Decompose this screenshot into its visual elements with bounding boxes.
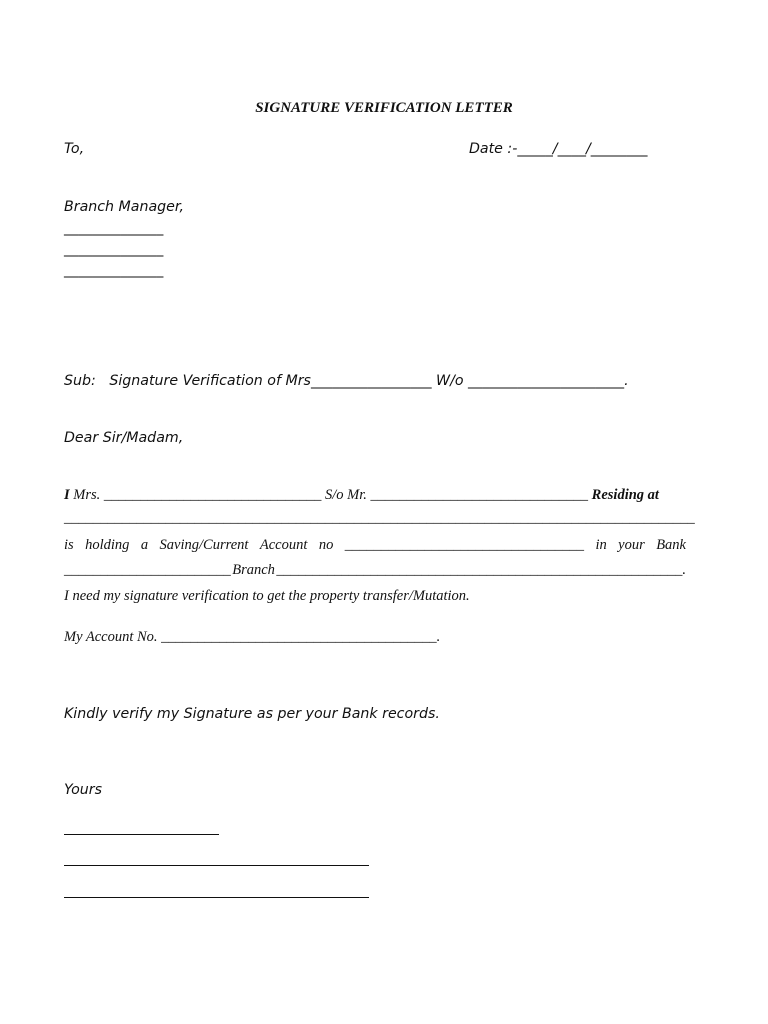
- residing-at-label: Residing at: [591, 487, 659, 503]
- word: Saving/Current: [159, 537, 249, 553]
- address-signoff-line: [64, 897, 369, 898]
- closing-yours: Yours: [64, 782, 103, 798]
- account-type-blank: _________________________________: [344, 537, 585, 553]
- branch-blank: ________________________________________________________.: [276, 562, 686, 578]
- residence-address-line: _______________________________________________________________________________________: [64, 510, 695, 526]
- request-line: Kindly verify my Signature as per your Bank records.: [64, 706, 440, 722]
- declaration-line-1: [64, 487, 659, 504]
- word: is: [64, 537, 74, 553]
- address-line: ______________: [64, 241, 164, 257]
- letter-title: SIGNATURE VERIFICATION LETTER: [255, 100, 513, 116]
- branch-manager-label: Branch Manager,: [64, 199, 184, 215]
- branch-line: [64, 562, 686, 579]
- purpose-line: I need my signature verification to get the property transfer/Mutation.: [64, 588, 470, 604]
- name-line: [64, 865, 369, 866]
- to-label: To,: [64, 141, 85, 157]
- address-line: ______________: [64, 262, 164, 278]
- holding-account-line: [64, 537, 686, 554]
- word: your: [618, 537, 645, 553]
- branch-label: Branch: [232, 562, 275, 578]
- salutation: Dear Sir/Madam,: [64, 430, 184, 446]
- signature-line: [64, 834, 219, 835]
- subject-line: Sub: Signature Verification of Mrs_________________ W/o ______________________.: [64, 373, 629, 389]
- word: Account: [259, 537, 308, 553]
- account-number-line: My Account No. ______________________________________.: [64, 629, 441, 645]
- word: in: [595, 537, 607, 553]
- word: Bank: [656, 537, 686, 553]
- pronoun-i: I: [64, 487, 70, 503]
- word: a: [140, 537, 149, 553]
- word: holding: [85, 537, 130, 553]
- address-line: ______________: [64, 220, 164, 236]
- bank-name-blank: _______________________: [64, 562, 231, 578]
- word: no: [318, 537, 334, 553]
- date-field: Date :-_____/____/________: [469, 141, 648, 157]
- mrs-so-fields: Mrs. ______________________________ S/o Mr. ______________________________: [69, 487, 592, 503]
